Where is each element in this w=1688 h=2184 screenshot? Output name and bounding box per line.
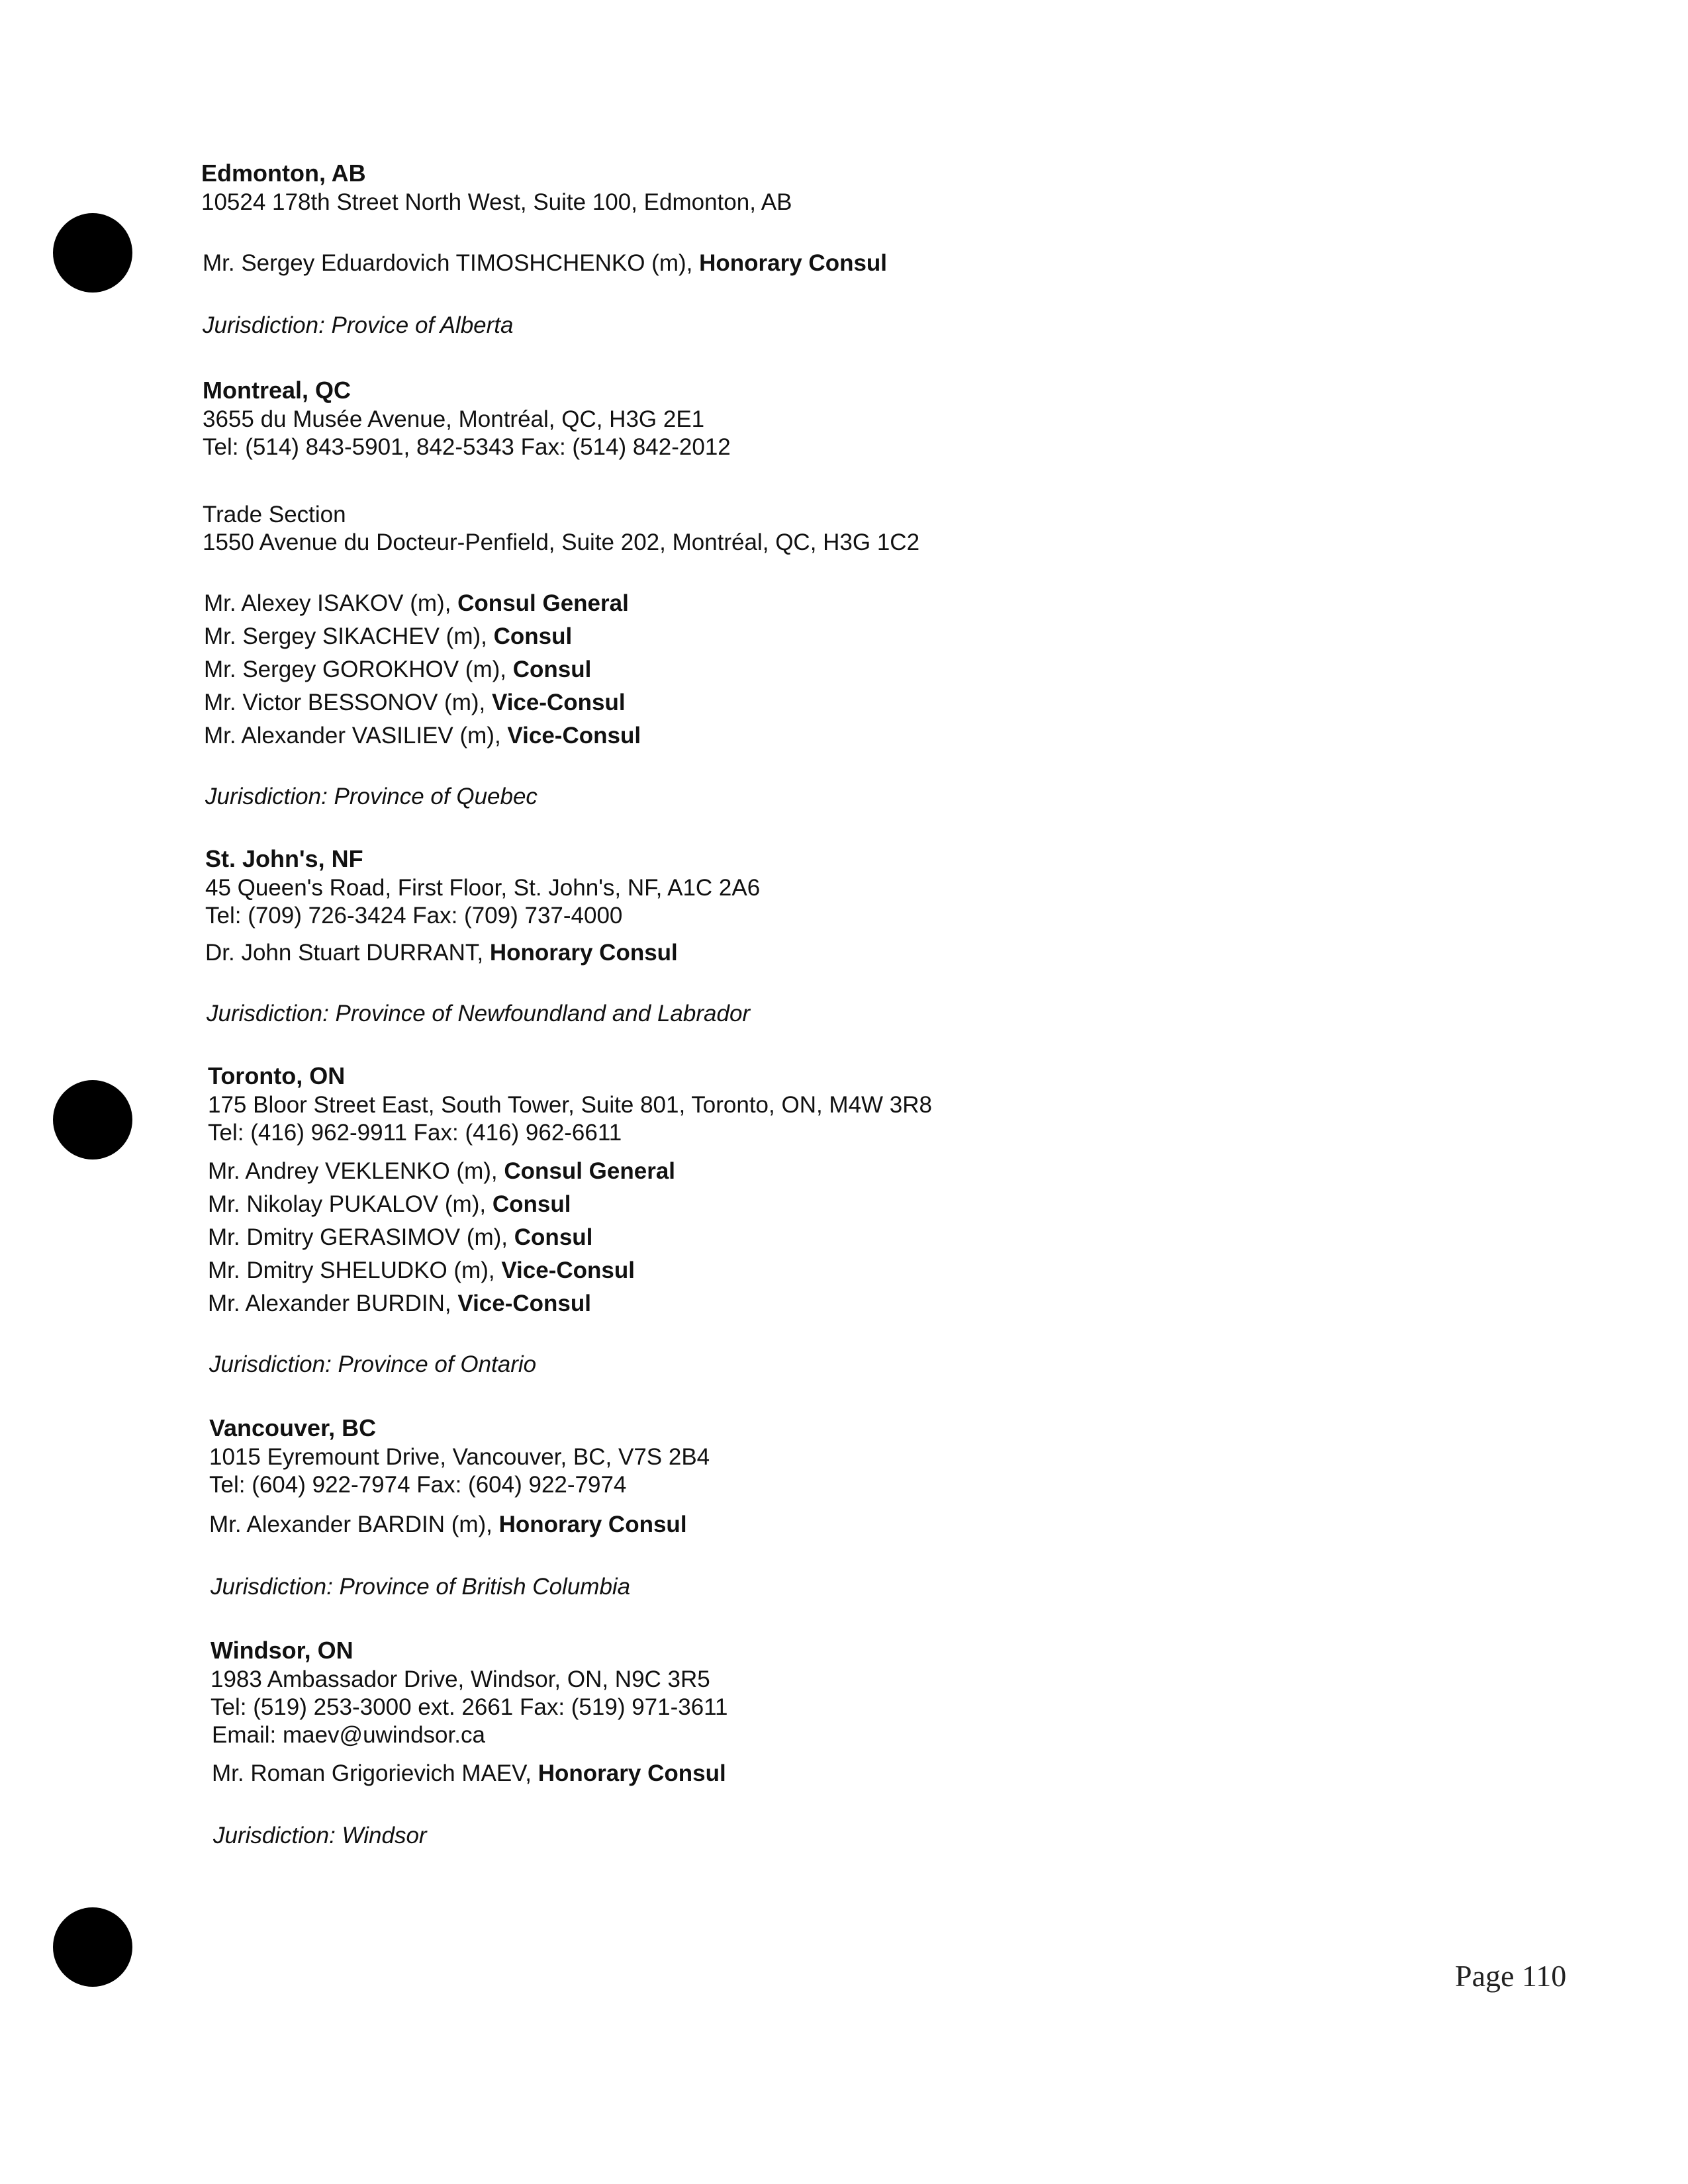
staff-name: Mr. Alexander BARDIN (m),	[209, 1512, 492, 1537]
staff-name: Mr. Dmitry SHELUDKO (m),	[208, 1257, 495, 1283]
jurisdiction-label: Jurisdiction:	[205, 784, 328, 809]
jurisdiction-line	[205, 782, 538, 811]
staff-name: Mr. Sergey SIKACHEV (m),	[204, 623, 487, 649]
staff-entry	[204, 589, 629, 618]
staff-entry	[208, 1190, 571, 1219]
staff-entry	[204, 688, 626, 717]
staff-title: Consul General	[504, 1158, 676, 1184]
office-address: 1015 Eyremount Drive, Vancouver, BC, V7S 2B4	[209, 1444, 710, 1470]
staff-title: Consul	[512, 657, 592, 682]
staff-name: Mr. Dmitry GERASIMOV (m),	[208, 1224, 508, 1250]
office-email: Email: maev@uwindsor.ca	[212, 1722, 485, 1748]
office-address: 10524 178th Street North West, Suite 100, Edmonton, AB	[201, 189, 792, 215]
staff-title: Vice-Consul	[501, 1257, 635, 1283]
office-city-heading: St. John's, NF	[205, 845, 363, 872]
staff-title: Honorary Consul	[699, 250, 888, 276]
jurisdiction-label: Jurisdiction:	[213, 1823, 336, 1848]
staff-title: Consul General	[457, 590, 629, 616]
office-phone: Tel: (604) 922-7974 Fax: (604) 922-7974	[209, 1472, 627, 1498]
staff-name: Dr. John Stuart DURRANT,	[205, 940, 484, 966]
jurisdiction-line	[207, 999, 750, 1028]
staff-title: Consul	[514, 1224, 593, 1250]
office-phone: Tel: (519) 253-3000 ext. 2661 Fax: (519) 971-3611	[211, 1694, 728, 1720]
trade-section-address: 1550 Avenue du Docteur-Penfield, Suite 202, Montréal, QC, H3G 1C2	[203, 529, 920, 555]
jurisdiction-value: Provice of Alberta	[331, 312, 514, 338]
staff-name: Mr. Victor BESSONOV (m),	[204, 690, 486, 715]
punch-hole	[53, 1907, 132, 1987]
trade-section-label: Trade Section	[203, 502, 346, 527]
punch-hole	[53, 213, 132, 293]
office-city-heading: Toronto, ON	[208, 1062, 346, 1089]
staff-title: Honorary Consul	[538, 1760, 726, 1786]
jurisdiction-line	[211, 1572, 630, 1602]
staff-name: Mr. Alexander BURDIN,	[208, 1291, 451, 1316]
page-number: Page 110	[1455, 1959, 1567, 1993]
staff-name: Mr. Roman Grigorievich MAEV,	[212, 1760, 532, 1786]
jurisdiction-value: Province of Quebec	[334, 784, 538, 809]
staff-name: Mr. Alexander VASILIEV (m),	[204, 723, 501, 749]
staff-entry	[208, 1223, 592, 1252]
jurisdiction-value: Province of Ontario	[338, 1351, 537, 1377]
staff-title: Honorary Consul	[489, 940, 678, 966]
staff-entry	[208, 1289, 591, 1318]
jurisdiction-line	[209, 1350, 536, 1379]
jurisdiction-label: Jurisdiction:	[207, 1001, 329, 1026]
staff-title: Honorary Consul	[498, 1512, 687, 1537]
staff-entry	[209, 1510, 687, 1539]
office-address: 1983 Ambassador Drive, Windsor, ON, N9C 3R5	[211, 1666, 710, 1692]
jurisdiction-value: Province of Newfoundland and Labrador	[335, 1001, 751, 1026]
office-phone: Tel: (709) 726-3424 Fax: (709) 737-4000	[205, 903, 623, 929]
office-address: 175 Bloor Street East, South Tower, Suite 801, Toronto, ON, M4W 3R8	[208, 1092, 933, 1118]
office-phone: Tel: (514) 843-5901, 842-5343 Fax: (514) 842-2012	[203, 434, 731, 460]
staff-title: Vice-Consul	[491, 690, 626, 715]
jurisdiction-value: Province of British Columbia	[339, 1574, 631, 1600]
office-city-heading: Montreal, QC	[203, 377, 352, 404]
staff-entry	[204, 655, 591, 684]
staff-name: Mr. Andrey VEKLENKO (m),	[208, 1158, 498, 1184]
staff-entry	[208, 1157, 675, 1186]
staff-entry	[204, 721, 641, 751]
staff-entry	[205, 938, 678, 968]
staff-entry	[208, 1256, 635, 1285]
jurisdiction-value: Windsor	[342, 1823, 427, 1848]
staff-title: Vice-Consul	[507, 723, 641, 749]
staff-entry	[203, 249, 887, 278]
staff-name: Mr. Alexey ISAKOV (m),	[204, 590, 451, 616]
staff-name: Mr. Sergey Eduardovich TIMOSHCHENKO (m),	[203, 250, 693, 276]
jurisdiction-label: Jurisdiction:	[203, 312, 325, 338]
staff-name: Mr. Nikolay PUKALOV (m),	[208, 1191, 487, 1217]
staff-entry	[212, 1759, 726, 1788]
staff-entry	[204, 622, 572, 651]
punch-hole	[53, 1080, 132, 1160]
staff-name: Mr. Sergey GOROKHOV (m),	[204, 657, 506, 682]
jurisdiction-line	[203, 311, 513, 340]
office-address: 45 Queen's Road, First Floor, St. John's, NF, A1C 2A6	[205, 875, 761, 901]
office-city-heading: Vancouver, BC	[209, 1414, 377, 1441]
office-city-heading: Windsor, ON	[211, 1637, 353, 1664]
office-city-heading: Edmonton, AB	[201, 159, 366, 187]
office-address: 3655 du Musée Avenue, Montréal, QC, H3G 2E1	[203, 406, 705, 432]
jurisdiction-line	[213, 1821, 427, 1850]
staff-title: Vice-Consul	[457, 1291, 591, 1316]
staff-title: Consul	[492, 1191, 571, 1217]
jurisdiction-label: Jurisdiction:	[211, 1574, 333, 1600]
office-phone: Tel: (416) 962-9911 Fax: (416) 962-6611	[208, 1120, 622, 1146]
jurisdiction-label: Jurisdiction:	[209, 1351, 332, 1377]
staff-title: Consul	[493, 623, 573, 649]
